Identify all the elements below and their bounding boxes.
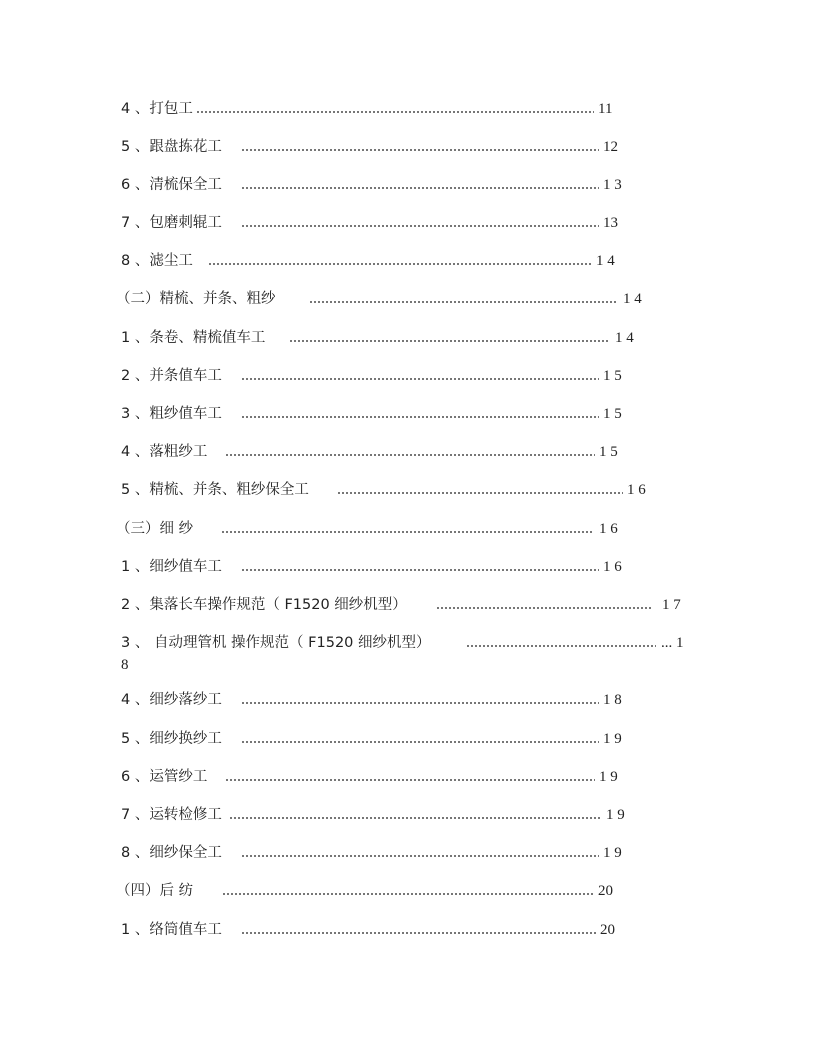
dot-leader — [229, 817, 600, 819]
dot-leader — [208, 263, 591, 265]
toc-entry-label: 8 、细纱保全工 — [121, 845, 222, 861]
toc-entry[interactable] — [0, 842, 816, 864]
toc-section-heading[interactable] — [0, 880, 816, 902]
toc-entry-label: 8 、滤尘工 — [121, 253, 193, 269]
toc-entry[interactable] — [0, 632, 816, 676]
toc-page-number-wrap: 8 — [121, 657, 129, 673]
toc-page-number: 1 6 — [627, 482, 646, 498]
dot-leader — [196, 111, 594, 113]
toc-entry[interactable] — [0, 250, 816, 272]
toc-entry-label: 3 、 自动理管机 操作规范（ F1520 细纱机型） — [121, 635, 431, 651]
toc-entry[interactable] — [0, 479, 816, 501]
toc-entry-label: 2 、并条值车工 — [121, 368, 222, 384]
dot-leader — [241, 741, 599, 743]
toc-entry-label: 5 、细纱换纱工 — [121, 731, 222, 747]
toc-page-number: 1 6 — [603, 559, 622, 575]
toc-page-number: 11 — [598, 101, 613, 117]
toc-page-number: 1 9 — [599, 769, 618, 785]
toc-page-number: 1 5 — [603, 406, 622, 422]
toc-entry[interactable] — [0, 689, 816, 711]
toc-page-number: 1 4 — [596, 253, 615, 269]
toc-page-number: 13 — [603, 215, 618, 231]
toc-section-heading[interactable] — [0, 518, 816, 540]
toc-entry-label: （三）细 纱 — [116, 521, 194, 537]
toc-page-number: 1 9 — [603, 845, 622, 861]
toc-entry-label: 7 、运转检修工 — [121, 807, 222, 823]
toc-page-number: 1 3 — [603, 177, 622, 193]
dot-leader — [241, 187, 599, 189]
dot-leader — [241, 932, 597, 934]
dot-leader — [241, 378, 599, 380]
toc-entry-label: （二）精梳、并条、粗纱 — [116, 291, 276, 307]
toc-entry-label: 4 、打包工 — [121, 101, 193, 117]
dot-leader — [221, 531, 594, 533]
toc-entry-label: 2 、集落长车操作规范（ F1520 细纱机型） — [121, 597, 407, 613]
toc-page-number: 1 7 — [662, 597, 681, 613]
toc-page-number: 20 — [598, 883, 613, 899]
toc-entry-label: 1 、细纱值车工 — [121, 559, 222, 575]
toc-page-number: 1 4 — [615, 330, 634, 346]
toc-page-number: 1 5 — [603, 368, 622, 384]
dot-leader — [241, 702, 599, 704]
dot-leader — [241, 416, 599, 418]
toc-entry-label: 5 、精梳、并条、粗纱保全工 — [121, 482, 309, 498]
toc-entry-label: （四）后 纺 — [116, 883, 194, 899]
toc-entry[interactable] — [0, 403, 816, 425]
toc-entry[interactable] — [0, 728, 816, 750]
dot-leader — [337, 492, 623, 494]
toc-entry[interactable] — [0, 136, 816, 158]
toc-entry[interactable] — [0, 804, 816, 826]
toc-entry[interactable] — [0, 212, 816, 234]
dot-leader — [225, 779, 595, 781]
dot-leader — [225, 454, 595, 456]
toc-entry[interactable] — [0, 556, 816, 578]
toc-page-number: 12 — [603, 139, 618, 155]
toc-entry-label: 6 、运管纱工 — [121, 769, 208, 785]
toc-entry-label: 1 、络筒值车工 — [121, 922, 222, 938]
toc-entry[interactable] — [0, 766, 816, 788]
toc-page-number: 20 — [600, 922, 615, 938]
dot-leader — [466, 645, 656, 647]
dot-leader — [241, 569, 599, 571]
dot-leader — [241, 855, 599, 857]
toc-page-number: 1 6 — [599, 521, 618, 537]
toc-entry[interactable] — [0, 594, 816, 616]
toc-page-number: 1 9 — [603, 731, 622, 747]
toc-page-number: 1 8 — [603, 692, 622, 708]
toc-entry[interactable] — [0, 174, 816, 196]
dot-leader — [436, 607, 651, 609]
dot-leader — [289, 340, 610, 342]
toc-entry-label: 4 、细纱落纱工 — [121, 692, 222, 708]
dot-leader — [222, 893, 593, 895]
toc-entry[interactable] — [0, 919, 816, 941]
toc-entry-label: 6 、清梳保全工 — [121, 177, 222, 193]
toc-page-number: 1 5 — [599, 444, 618, 460]
toc-page-number: ... 1 — [661, 635, 684, 651]
toc-entry-label: 3 、粗纱值车工 — [121, 406, 222, 422]
toc-entry-label: 5 、跟盘拣花工 — [121, 139, 222, 155]
toc-page-number: 1 4 — [623, 291, 642, 307]
toc-entry[interactable] — [0, 365, 816, 387]
toc-page-number: 1 9 — [606, 807, 625, 823]
toc-entry-label: 1 、条卷、精梳值车工 — [121, 330, 266, 346]
toc-entry[interactable] — [0, 441, 816, 463]
toc-section-heading[interactable] — [0, 288, 816, 310]
dot-leader — [309, 301, 618, 303]
toc-entry[interactable] — [0, 327, 816, 349]
toc-entry-label: 4 、落粗纱工 — [121, 444, 208, 460]
dot-leader — [241, 149, 599, 151]
toc-entry-label: 7 、包磨刺辊工 — [121, 215, 222, 231]
toc-entry[interactable] — [0, 98, 816, 120]
dot-leader — [241, 225, 599, 227]
